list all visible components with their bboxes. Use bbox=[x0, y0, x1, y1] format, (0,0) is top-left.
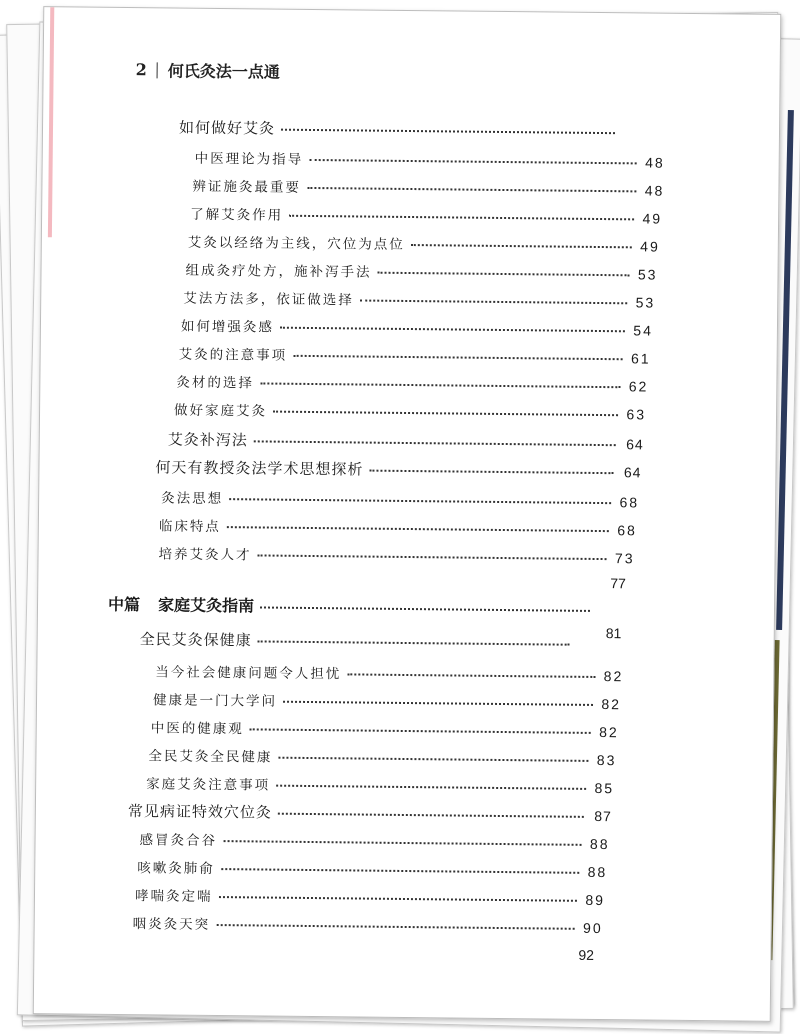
toc-entry-title: 中医的健康观 bbox=[150, 720, 244, 738]
toc-entry bbox=[183, 287, 655, 312]
toc-entry bbox=[155, 456, 641, 482]
leader-dots bbox=[258, 554, 607, 560]
toc-entry-title: 艾灸的注意事项 bbox=[178, 346, 288, 364]
toc-page-number: 68 bbox=[619, 494, 640, 511]
toc-page-number: 88 bbox=[587, 863, 608, 881]
toc-entry-title: 咳嗽灸肺俞 bbox=[137, 860, 215, 878]
leader-dots bbox=[347, 673, 595, 678]
toc-entry bbox=[181, 315, 653, 340]
leader-dots bbox=[221, 868, 580, 874]
toc-page-number: 48 bbox=[645, 154, 665, 171]
toc-entry bbox=[146, 772, 614, 797]
toc-entry-title: 艾灸以经络为主线，穴位为点位 bbox=[187, 234, 405, 253]
leader-dots bbox=[278, 757, 588, 762]
leader-dots bbox=[218, 896, 577, 902]
toc-page-number: 49 bbox=[640, 238, 660, 255]
toc-entry-title: 哮喘灸定喘 bbox=[134, 888, 213, 905]
toc-entry-title: 感冒灸合谷 bbox=[139, 832, 218, 850]
toc-page-number: 87 bbox=[594, 807, 612, 825]
toc-entry-title: 健康是一门大学问 bbox=[152, 692, 278, 710]
toc-entry-title: 灸材的选择 bbox=[176, 374, 254, 392]
toc-entry-title bbox=[108, 592, 254, 617]
toc-page-number: 82 bbox=[601, 696, 622, 713]
leader-dots bbox=[309, 159, 637, 164]
leader-dots bbox=[281, 129, 615, 134]
toc-page-number: 90 bbox=[583, 919, 603, 937]
toc-entry bbox=[190, 203, 662, 228]
leader-dots bbox=[293, 355, 623, 360]
leader-dots bbox=[276, 785, 586, 790]
toc-page-number: 73 bbox=[614, 550, 635, 567]
toc-page-number: 68 bbox=[617, 522, 637, 539]
section-label: 中篇 bbox=[107, 594, 141, 615]
toc-entry bbox=[185, 259, 657, 284]
section-title: 家庭艾灸指南 bbox=[157, 595, 255, 616]
toc-entry-title: 全民艾灸保健康 bbox=[139, 630, 252, 650]
toc-page-number: 53 bbox=[635, 294, 656, 311]
toc-entry bbox=[168, 428, 644, 454]
page-number: 2 bbox=[135, 60, 147, 80]
toc-page-number: 85 bbox=[594, 779, 615, 797]
leader-dots bbox=[258, 640, 570, 645]
toc-entry-title: 咽炎灸天突 bbox=[132, 916, 211, 933]
toc-entry-title: 艾法方法多，依证做选择 bbox=[183, 290, 354, 309]
toc-entry-title: 如何做好艾灸 bbox=[178, 118, 276, 138]
leader-dots bbox=[378, 272, 630, 277]
leader-dots bbox=[229, 498, 611, 504]
toc-entry-title: 何天有教授灸法学术思想探析 bbox=[155, 458, 364, 479]
toc-page-number: 92 bbox=[578, 946, 595, 963]
toc-page-number: 83 bbox=[596, 752, 617, 769]
toc-page-number: 64 bbox=[623, 464, 642, 481]
toc-entry-title: 如何增强灸感 bbox=[180, 318, 275, 336]
toc-entry-title: 辨证施灸最重要 bbox=[192, 178, 301, 196]
leader-dots bbox=[227, 526, 609, 532]
toc-entry bbox=[179, 343, 651, 368]
toc-entry-title: 常见病证特效穴位灸 bbox=[127, 802, 272, 822]
toc-entry bbox=[140, 628, 598, 654]
toc-entry bbox=[176, 371, 648, 396]
toc-entry bbox=[153, 688, 621, 713]
toc-entry-title: 做好家庭艾灸 bbox=[173, 402, 268, 420]
toc-entry bbox=[158, 542, 634, 567]
toc-entry bbox=[148, 744, 616, 769]
toc-entry-title: 家庭艾灸注意事项 bbox=[146, 776, 271, 794]
toc-entry bbox=[151, 716, 619, 741]
leader-dots bbox=[223, 840, 582, 846]
toc-page-number: 49 bbox=[642, 210, 663, 227]
toc-entry bbox=[192, 175, 664, 200]
leader-dots bbox=[369, 470, 613, 475]
table-of-contents bbox=[34, 7, 780, 1021]
toc-page-number: 54 bbox=[633, 322, 654, 339]
toc-page-number: 81 bbox=[605, 625, 622, 642]
leader-dots bbox=[260, 606, 590, 611]
toc-page-number: 88 bbox=[589, 835, 610, 853]
toc-page-number: 61 bbox=[630, 350, 651, 367]
leader-dots bbox=[250, 728, 591, 734]
leader-dots bbox=[360, 299, 628, 304]
leader-dots bbox=[289, 215, 634, 221]
toc-entry bbox=[179, 117, 643, 143]
toc-entry bbox=[135, 884, 605, 909]
toc-page-number: 62 bbox=[628, 378, 649, 395]
toc-entry-title: 艾灸补泻法 bbox=[167, 430, 248, 450]
toc-page-number: 77 bbox=[610, 575, 626, 592]
leader-dots bbox=[307, 187, 637, 192]
toc-entry bbox=[139, 828, 609, 853]
toc-page-number: 64 bbox=[626, 436, 644, 453]
toc-page-number: 48 bbox=[644, 182, 665, 199]
toc-entry bbox=[137, 856, 607, 881]
leader-dots bbox=[283, 701, 593, 706]
toc-entry bbox=[159, 514, 637, 539]
toc-entry bbox=[195, 147, 665, 172]
toc-entry bbox=[128, 800, 612, 826]
toc-page-number: 82 bbox=[603, 668, 624, 685]
toc-entry bbox=[174, 399, 646, 424]
toc-entry bbox=[133, 912, 603, 937]
toc-page-number: 89 bbox=[585, 891, 606, 909]
toc-entry-title: 临床特点 bbox=[158, 518, 221, 536]
toc-entry-title: 了解艾灸作用 bbox=[190, 206, 284, 224]
leader-dots bbox=[254, 440, 616, 446]
leader-dots bbox=[278, 813, 584, 818]
book-title: 何氏灸法一点通 bbox=[167, 61, 280, 82]
toc-page-number: 53 bbox=[637, 266, 658, 283]
toc-entry-title: 灸法思想 bbox=[161, 490, 224, 508]
toc-entry-title: 当今社会健康问题令人担忧 bbox=[155, 664, 342, 683]
toc-page-number: 82 bbox=[599, 724, 619, 741]
leader-dots bbox=[411, 244, 632, 248]
toc-entry-title: 全民艾灸全民健康 bbox=[148, 748, 273, 766]
leader-dots bbox=[280, 327, 625, 333]
leader-dots bbox=[260, 382, 621, 388]
toc-entry bbox=[161, 486, 639, 511]
toc-entry-title: 中医理论为指导 bbox=[194, 150, 304, 168]
toc-entry bbox=[188, 231, 660, 256]
toc-page bbox=[33, 6, 782, 1022]
leader-dots bbox=[216, 924, 575, 930]
toc-entry bbox=[155, 660, 623, 685]
toc-entry-title: 培养艾灸人才 bbox=[158, 546, 252, 564]
toc-entry-title: 组成灸疗处方，施补泻手法 bbox=[185, 262, 372, 281]
leader-dots bbox=[273, 411, 618, 417]
toc-section-heading bbox=[108, 592, 618, 620]
toc-page-number: 63 bbox=[626, 406, 647, 423]
